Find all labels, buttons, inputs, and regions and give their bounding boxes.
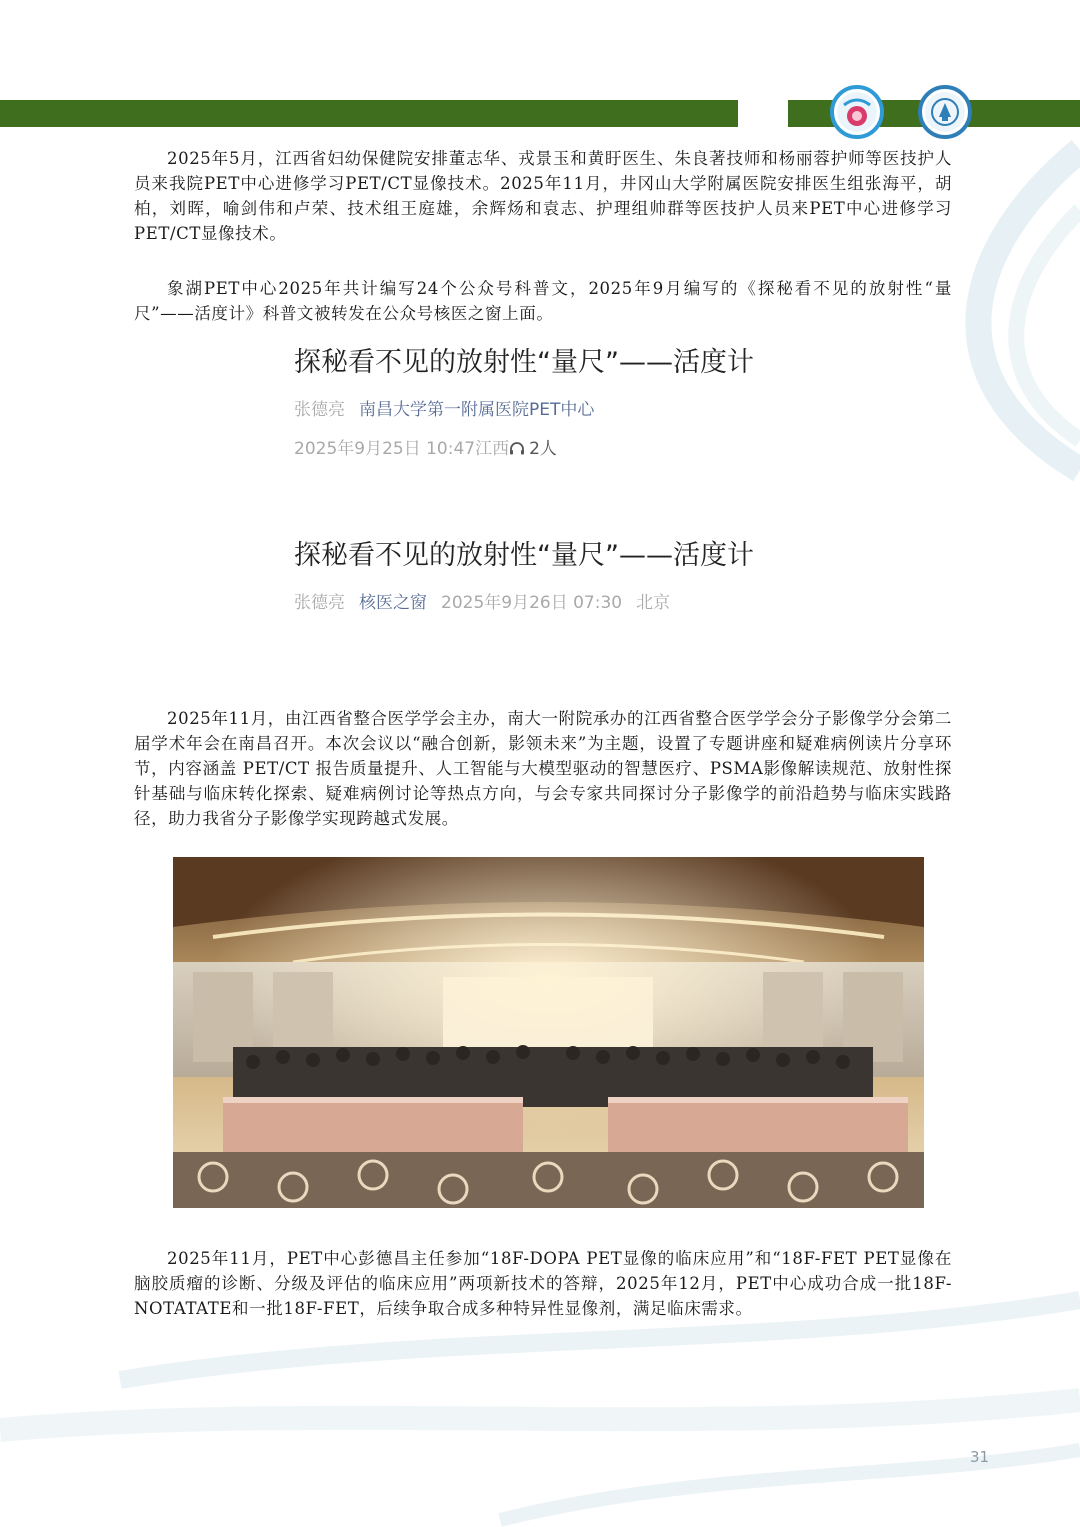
article-location: 北京 [636,593,671,613]
article-source-link[interactable]: 南昌大学第一附属医院PET中心 [359,400,595,420]
article-title[interactable]: 探秘看不见的放射性“量尺”——活度计 [294,540,754,571]
article-location: 江西 [475,439,510,459]
page-number: 31 [970,1448,990,1466]
article-listeners: 2人 [529,439,557,459]
article-meta [294,434,774,459]
article-author: 张德亮 [294,593,345,613]
header-bar-left [0,100,738,127]
article-byline [294,588,774,613]
article-card[interactable] [294,536,774,613]
article-date: 2025年9月25日 10:47 [294,439,476,459]
paragraph-training: 2025年5月，江西省妇幼保健院安排董志华、戎景玉和黄盱医生、朱良著技师和杨丽蓉护师等医技护人员来我院PET中心进修学习PET/CT显像技术。2025年11月，井冈山大学附属医院安排医生组张海平，胡柏，刘晖，喻剑伟和卢荣、技术组王庭雄，余辉炀和袁志、护理组帅群等医技护人员来PET中心进修学习PET/CT显像技术。 [134,149,952,243]
paragraph-conference: 2025年11月，由江西省整合医学学会主办，南大一附院承办的江西省整合医学学会分子影像学分会第二届学术年会在南昌召开。本次会议以“融合创新，影领未来”为主题，设置了专题讲座和疑难病例读片分享环节，内容涵盖 PET/CT 报告质量提升、人工智能与大模型驱动的智慧医疗、PSMA影像解读规范、放射性探针基础与临床转化探索、疑难病例讨论等热点方向，与会专家共同探讨分子影像学的前沿趋势与临床实践路径，助力我省分子影像学实现跨越式发展。 [134,709,952,828]
article-title[interactable]: 探秘看不见的放射性“量尺”——活度计 [294,347,754,378]
conference-photo [173,857,924,1208]
article-author: 张德亮 [294,400,345,420]
headphone-icon [509,440,525,454]
article-date: 2025年9月26日 07:30 [441,593,623,613]
hospital-seal-icon [830,85,884,139]
paragraph-new-technology: 2025年11月，PET中心彭德昌主任参加“18F-DOPA PET显像的临床应用”和“18F-FET PET显像在脑胶质瘤的诊断、分级及评估的临床应用”两项新技术的答辩，2025年12月，PET中心成功合成一批18F-NOTATATE和一批18F-FET，后续争取合成多种特异性显像剂，满足临床需求。 [134,1249,952,1318]
article-byline [294,395,774,420]
article-card[interactable] [294,343,774,459]
paragraph-articles: 象湖PET中心2025年共计编写24个公众号科普文，2025年9月编写的《探秘看不见的放射性“量尺”——活度计》科普文被转发在公众号核医之窗上面。 [134,279,952,323]
university-seal-icon [918,85,972,139]
article-source-link[interactable]: 核医之窗 [359,593,427,613]
